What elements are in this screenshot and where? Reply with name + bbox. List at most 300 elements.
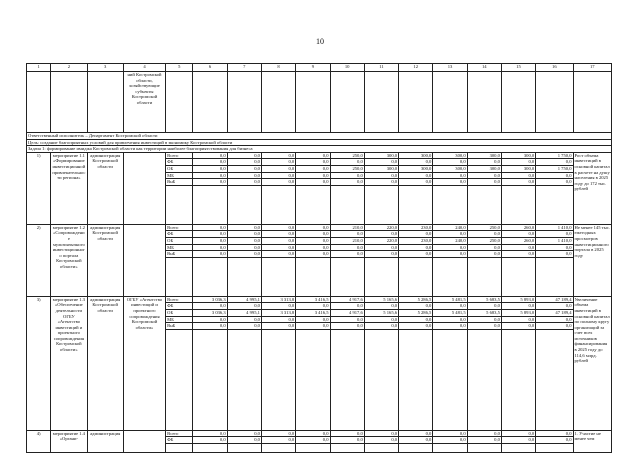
empty-cell — [467, 185, 501, 224]
value-cell: 300,0 — [501, 152, 535, 159]
value-cell: 0,0 — [193, 237, 227, 244]
value-cell: 0,0 — [536, 437, 573, 444]
value-cell: 1 410,0 — [536, 224, 573, 231]
empty-cell — [166, 257, 193, 296]
value-cell: 0,0 — [193, 224, 227, 231]
value-cell: 0,0 — [296, 244, 330, 251]
value-cell: 0,0 — [193, 179, 227, 186]
empty-cell — [536, 443, 573, 452]
empty-cell — [501, 72, 535, 133]
value-cell: 0,0 — [364, 159, 398, 166]
value-cell: 0,0 — [330, 179, 364, 186]
empty-cell — [261, 257, 295, 296]
value-cell: 0,0 — [364, 251, 398, 258]
empty-cell — [433, 185, 467, 224]
value-cell: 0,0 — [536, 430, 573, 437]
value-cell: 0,0 — [193, 251, 227, 258]
empty-cell — [364, 185, 398, 224]
value-cell: 0,0 — [433, 430, 467, 437]
measure-participant: ОГБУ «Агентство инвестиций и проектного сопровождения Костромской области» — [123, 296, 165, 430]
value-cell: 0,0 — [330, 316, 364, 323]
value-cell: 230,0 — [399, 224, 433, 231]
responsible-text: Ответственный исполнитель – Департамент Костромской области — [27, 133, 612, 140]
value-cell: 0,0 — [501, 430, 535, 437]
value-cell: 0,0 — [433, 316, 467, 323]
value-cell: 0,0 — [399, 316, 433, 323]
empty-cell — [501, 443, 535, 452]
value-cell: 0,0 — [364, 172, 398, 179]
empty-cell — [261, 185, 295, 224]
value-cell: 1 750,0 — [536, 152, 573, 159]
budget-table — [26, 63, 612, 453]
value-cell: 0,0 — [364, 316, 398, 323]
empty-cell — [433, 329, 467, 430]
empty-cell — [536, 329, 573, 430]
measure-result: Не менее 145 тыс. ежегодных просмотров инвестиционного портала в 2025 году — [573, 224, 612, 296]
value-cell: 0,0 — [501, 244, 535, 251]
value-cell: 0,0 — [261, 251, 295, 258]
value-cell: 0,0 — [536, 231, 573, 238]
empty-cell — [501, 257, 535, 296]
measure-name: мероприятие 1.2 «Сопровождение мультиязычного инвестиционного портала Костромской области» — [51, 224, 87, 296]
empty-cell — [87, 72, 123, 133]
measure-number: 2) — [27, 224, 51, 296]
header-cell: 12 — [399, 64, 433, 72]
value-cell: 0,0 — [227, 224, 261, 231]
value-cell: 0,0 — [227, 172, 261, 179]
value-cell: 0,0 — [227, 316, 261, 323]
value-cell: 0,0 — [261, 179, 295, 186]
value-cell: 0,0 — [227, 244, 261, 251]
value-cell: 0,0 — [227, 159, 261, 166]
empty-cell — [433, 72, 467, 133]
value-cell: 47 189,4 — [536, 296, 573, 303]
value-cell: 0,0 — [467, 159, 501, 166]
value-cell: 5 481,5 — [433, 296, 467, 303]
value-cell: 0,0 — [261, 172, 295, 179]
value-cell: 4 917,6 — [330, 309, 364, 316]
value-cell: 0,0 — [193, 244, 227, 251]
value-cell: 0,0 — [227, 152, 261, 159]
header-cell: 5 — [166, 64, 193, 72]
header-cell: 7 — [227, 64, 261, 72]
value-cell: 0,0 — [433, 172, 467, 179]
empty-cell — [330, 443, 364, 452]
value-cell: 5 893,0 — [501, 309, 535, 316]
value-cell: 0,0 — [330, 323, 364, 330]
value-cell: 0,0 — [193, 172, 227, 179]
funding-source: Всего — [166, 430, 193, 437]
value-cell: 0,0 — [399, 179, 433, 186]
value-cell: 0,0 — [467, 251, 501, 258]
value-cell: 0,0 — [330, 437, 364, 444]
value-cell: 0,0 — [227, 437, 261, 444]
empty-cell — [296, 72, 330, 133]
value-cell: 0,0 — [261, 303, 295, 310]
value-cell: 0,0 — [296, 437, 330, 444]
funding-source: ОБ — [166, 165, 193, 172]
measure-number: 1) — [27, 152, 51, 224]
value-cell: 0,0 — [399, 323, 433, 330]
value-cell: 230,0 — [399, 237, 433, 244]
value-cell: 0,0 — [261, 237, 295, 244]
value-cell: 0,0 — [536, 251, 573, 258]
value-cell: 0,0 — [433, 179, 467, 186]
empty-cell — [166, 443, 193, 452]
header-cell: 14 — [467, 64, 501, 72]
value-cell: 0,0 — [364, 437, 398, 444]
value-cell: 0,0 — [364, 430, 398, 437]
value-cell: 300,0 — [433, 165, 467, 172]
funding-source: ВнБ — [166, 179, 193, 186]
value-cell: 0,0 — [501, 437, 535, 444]
measure-participant — [123, 152, 165, 224]
value-cell: 240,0 — [433, 237, 467, 244]
value-cell: 300,0 — [399, 152, 433, 159]
value-cell: 3 416,5 — [296, 296, 330, 303]
value-cell: 3 313,8 — [261, 309, 295, 316]
value-cell: 0,0 — [261, 323, 295, 330]
value-cell: 0,0 — [193, 159, 227, 166]
funding-source: ОБ — [166, 237, 193, 244]
value-cell: 0,0 — [536, 316, 573, 323]
empty-cell — [227, 185, 261, 224]
empty-cell — [364, 329, 398, 430]
empty-cell — [330, 185, 364, 224]
funding-source: Всего — [166, 296, 193, 303]
value-cell: 0,0 — [193, 152, 227, 159]
empty-cell — [296, 329, 330, 430]
value-cell: 0,0 — [227, 430, 261, 437]
value-cell: 0,0 — [296, 224, 330, 231]
empty-cell — [296, 257, 330, 296]
value-cell: 300,0 — [399, 165, 433, 172]
responsible-row — [27, 133, 612, 140]
value-cell: 0,0 — [467, 437, 501, 444]
value-cell: 5 286,5 — [399, 309, 433, 316]
value-cell: 250,0 — [330, 152, 364, 159]
empty-cell — [399, 72, 433, 133]
value-cell: 260,0 — [501, 224, 535, 231]
header-cell: 2 — [51, 64, 87, 72]
empty-cell — [51, 72, 87, 133]
value-cell: 5 286,5 — [399, 296, 433, 303]
empty-cell — [296, 443, 330, 452]
empty-cell — [467, 257, 501, 296]
empty-cell — [433, 443, 467, 452]
value-cell: 0,0 — [433, 251, 467, 258]
value-cell: 0,0 — [364, 303, 398, 310]
value-cell: 0,0 — [433, 231, 467, 238]
funding-source: ФБ — [166, 159, 193, 166]
value-cell: 0,0 — [364, 179, 398, 186]
header-cell: 6 — [193, 64, 227, 72]
value-cell: 0,0 — [296, 251, 330, 258]
funding-source: МБ — [166, 316, 193, 323]
measure-executor: администрация Костромской области — [87, 224, 123, 296]
value-cell: 0,0 — [227, 237, 261, 244]
value-cell: 0,0 — [296, 159, 330, 166]
empty-cell — [330, 257, 364, 296]
value-cell: 0,0 — [193, 430, 227, 437]
empty-cell — [399, 443, 433, 452]
value-cell: 0,0 — [364, 231, 398, 238]
empty-cell — [261, 329, 295, 430]
value-cell: 0,0 — [193, 316, 227, 323]
empty-cell — [193, 72, 227, 133]
value-cell: 0,0 — [193, 231, 227, 238]
value-cell: 0,0 — [193, 303, 227, 310]
value-cell: 0,0 — [467, 244, 501, 251]
value-cell: 250,0 — [467, 237, 501, 244]
measure-result: Увеличение объема инвестиций в основной капитал по полному кругу организаций за счет всех источников финансирования в 2025 году до 114,6 млрд. рублей — [573, 296, 612, 430]
empty-cell — [501, 329, 535, 430]
value-cell: 0,0 — [193, 437, 227, 444]
value-cell: 0,0 — [227, 303, 261, 310]
value-cell: 300,0 — [467, 152, 501, 159]
funding-source: МБ — [166, 244, 193, 251]
value-cell: 0,0 — [399, 303, 433, 310]
value-cell: 0,0 — [330, 430, 364, 437]
empty-cell — [193, 329, 227, 430]
value-cell: 0,0 — [536, 179, 573, 186]
empty-cell — [27, 72, 51, 133]
value-cell: 240,0 — [433, 224, 467, 231]
empty-cell — [330, 72, 364, 133]
value-cell: 0,0 — [330, 231, 364, 238]
value-cell: 4 995,1 — [227, 309, 261, 316]
value-cell: 3 313,8 — [261, 296, 295, 303]
funding-source: ФБ — [166, 437, 193, 444]
measure-result: 1. Участие не менее чем — [573, 430, 612, 452]
header-cell: 9 — [296, 64, 330, 72]
value-cell: 0,0 — [467, 231, 501, 238]
funding-source: ФБ — [166, 303, 193, 310]
header-cell: 17 — [573, 64, 612, 72]
value-cell: 5 893,0 — [501, 296, 535, 303]
empty-cell — [501, 185, 535, 224]
empty-cell — [227, 72, 261, 133]
task-text: Задача 1: формирование имиджа Костромской области как территории наиболее благоприятствования для бизнеса — [27, 146, 612, 153]
value-cell: 0,0 — [227, 231, 261, 238]
value-cell: 3 416,5 — [296, 309, 330, 316]
value-cell: 0,0 — [467, 316, 501, 323]
empty-cell — [536, 257, 573, 296]
value-cell: 0,0 — [296, 179, 330, 186]
value-cell: 0,0 — [364, 323, 398, 330]
value-cell: 0,0 — [501, 251, 535, 258]
value-cell: 0,0 — [296, 430, 330, 437]
value-cell: 0,0 — [399, 231, 433, 238]
measure-name: мероприятие 1.4 «Органи- — [51, 430, 87, 452]
empty-cell — [166, 72, 193, 133]
value-cell: 5 165,6 — [364, 309, 398, 316]
value-cell: 0,0 — [261, 165, 295, 172]
value-cell: 5 683,5 — [467, 309, 501, 316]
value-cell: 0,0 — [536, 303, 573, 310]
value-cell: 0,0 — [501, 231, 535, 238]
empty-cell — [467, 72, 501, 133]
table-row — [27, 152, 612, 159]
value-cell: 0,0 — [501, 323, 535, 330]
value-cell: 0,0 — [227, 165, 261, 172]
value-cell: 0,0 — [330, 159, 364, 166]
value-cell: 0,0 — [296, 165, 330, 172]
value-cell: 300,0 — [501, 165, 535, 172]
value-cell: 210,0 — [330, 237, 364, 244]
value-cell: 4 995,1 — [227, 296, 261, 303]
value-cell: 300,0 — [433, 152, 467, 159]
value-cell: 0,0 — [330, 172, 364, 179]
value-cell: 250,0 — [330, 165, 364, 172]
empty-cell — [399, 329, 433, 430]
task-row — [27, 146, 612, 153]
value-cell: 0,0 — [261, 231, 295, 238]
value-cell: 0,0 — [296, 231, 330, 238]
value-cell: 3 036,3 — [193, 296, 227, 303]
value-cell: 0,0 — [467, 430, 501, 437]
value-cell: 1 750,0 — [536, 165, 573, 172]
measure-participant — [123, 430, 165, 452]
value-cell: 300,0 — [467, 165, 501, 172]
value-cell: 0,0 — [501, 316, 535, 323]
value-cell: 1 410,0 — [536, 237, 573, 244]
header-row — [27, 64, 612, 72]
value-cell: 0,0 — [467, 303, 501, 310]
empty-cell — [261, 72, 295, 133]
goal-text: Цель: создание благоприятных условий для привлечения инвестиций в экономику Костромской области — [27, 139, 612, 146]
continuation-row — [27, 72, 612, 133]
empty-cell — [364, 257, 398, 296]
value-cell: 0,0 — [399, 159, 433, 166]
empty-cell — [364, 72, 398, 133]
value-cell: 0,0 — [433, 159, 467, 166]
header-cell: 13 — [433, 64, 467, 72]
value-cell: 0,0 — [433, 244, 467, 251]
value-cell: 0,0 — [536, 159, 573, 166]
funding-source: МБ — [166, 172, 193, 179]
empty-cell — [227, 257, 261, 296]
value-cell: 250,0 — [467, 224, 501, 231]
header-cell: 15 — [501, 64, 535, 72]
value-cell: 0,0 — [536, 244, 573, 251]
table-row — [27, 430, 612, 437]
value-cell: 0,0 — [399, 172, 433, 179]
empty-cell — [467, 443, 501, 452]
empty-cell — [193, 257, 227, 296]
value-cell: 5 683,5 — [467, 296, 501, 303]
empty-cell — [536, 185, 573, 224]
funding-source: Всего — [166, 224, 193, 231]
empty-cell — [467, 329, 501, 430]
header-cell: 8 — [261, 64, 295, 72]
value-cell: 0,0 — [501, 303, 535, 310]
value-cell: 0,0 — [399, 244, 433, 251]
value-cell: 0,0 — [261, 152, 295, 159]
funding-source: ФБ — [166, 231, 193, 238]
funding-source: ВнБ — [166, 251, 193, 258]
empty-cell — [296, 185, 330, 224]
value-cell: 0,0 — [261, 316, 295, 323]
value-cell: 0,0 — [399, 437, 433, 444]
empty-cell — [193, 185, 227, 224]
value-cell: 0,0 — [296, 323, 330, 330]
empty-cell — [193, 443, 227, 452]
page-number: 10 — [316, 37, 324, 46]
measure-number: 4) — [27, 430, 51, 452]
empty-cell — [261, 443, 295, 452]
measure-number: 3) — [27, 296, 51, 430]
value-cell: 5 481,5 — [433, 309, 467, 316]
value-cell: 300,0 — [364, 165, 398, 172]
value-cell: 0,0 — [227, 179, 261, 186]
value-cell: 0,0 — [227, 323, 261, 330]
funding-source: Всего — [166, 152, 193, 159]
value-cell: 0,0 — [536, 172, 573, 179]
value-cell: 0,0 — [467, 179, 501, 186]
table-row — [27, 224, 612, 231]
empty-cell — [433, 257, 467, 296]
empty-cell — [166, 185, 193, 224]
value-cell: 260,0 — [501, 237, 535, 244]
value-cell: 0,0 — [227, 251, 261, 258]
value-cell: 0,0 — [399, 251, 433, 258]
header-cell: 4 — [123, 64, 165, 72]
measure-executor: администрация — [87, 430, 123, 452]
measure-result: Рост объема инвестиций в основной капитал в расчете на душу населения в 2025 году до 172 тыс. рублей — [573, 152, 612, 224]
header-cell: 11 — [364, 64, 398, 72]
empty-cell — [399, 257, 433, 296]
value-cell: 0,0 — [296, 237, 330, 244]
value-cell: 0,0 — [261, 437, 295, 444]
value-cell: 0,0 — [501, 172, 535, 179]
measure-executor: администрация Костромской области — [87, 152, 123, 224]
continuation-participant: ний Костромской области, хозяйствующие субъекты Костромской области — [123, 72, 165, 133]
value-cell: 0,0 — [330, 303, 364, 310]
empty-cell — [227, 329, 261, 430]
value-cell: 0,0 — [330, 251, 364, 258]
value-cell: 220,0 — [364, 237, 398, 244]
value-cell: 0,0 — [467, 323, 501, 330]
value-cell: 4 917,6 — [330, 296, 364, 303]
value-cell: 0,0 — [261, 224, 295, 231]
measure-executor: администрация Костромской области — [87, 296, 123, 430]
value-cell: 0,0 — [433, 303, 467, 310]
value-cell: 0,0 — [296, 172, 330, 179]
value-cell: 0,0 — [330, 244, 364, 251]
table-row — [27, 296, 612, 303]
empty-cell — [573, 72, 612, 133]
value-cell: 0,0 — [261, 159, 295, 166]
empty-cell — [330, 329, 364, 430]
header-cell: 16 — [536, 64, 573, 72]
funding-source: ОБ — [166, 309, 193, 316]
value-cell: 0,0 — [261, 244, 295, 251]
funding-source: ВнБ — [166, 323, 193, 330]
value-cell: 5 165,6 — [364, 296, 398, 303]
value-cell: 3 036,3 — [193, 309, 227, 316]
value-cell: 300,0 — [364, 152, 398, 159]
measure-participant — [123, 224, 165, 296]
empty-cell — [364, 443, 398, 452]
header-cell: 1 — [27, 64, 51, 72]
value-cell: 0,0 — [193, 165, 227, 172]
value-cell: 0,0 — [536, 323, 573, 330]
value-cell: 0,0 — [501, 179, 535, 186]
value-cell: 210,0 — [330, 224, 364, 231]
goal-row — [27, 139, 612, 146]
empty-cell — [166, 329, 193, 430]
